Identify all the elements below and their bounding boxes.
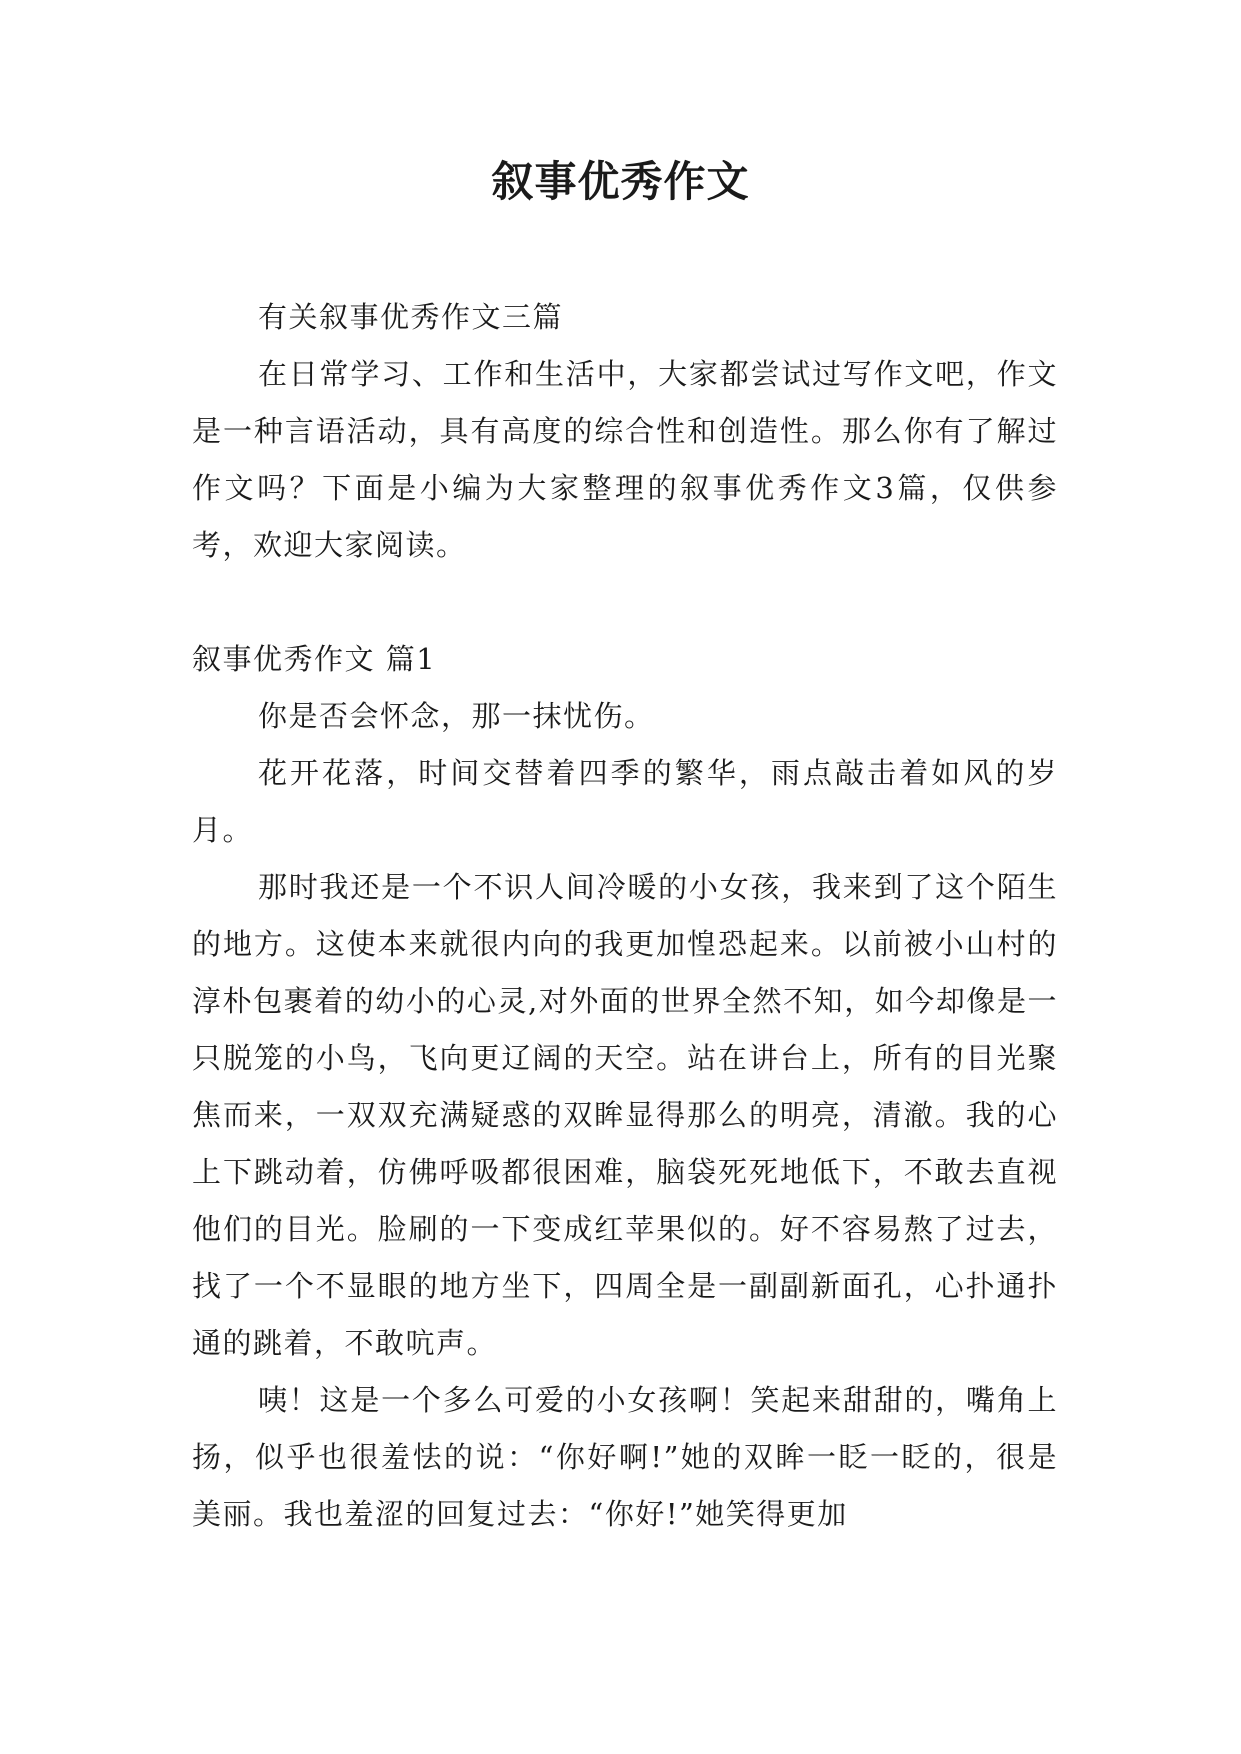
subtitle: 有关叙事优秀作文三篇 <box>258 300 564 334</box>
section-heading: 叙事优秀作文 篇1 <box>192 642 437 676</box>
body-paragraph: 花开花落，时间交替着四季的繁华，雨点敲击着如风的岁月。 <box>192 756 1058 847</box>
body-paragraph: 你是否会怀念，那一抹忧伤。 <box>258 699 655 733</box>
intro-paragraph: 在日常学习、工作和生活中，大家都尝试过写作文吧，作文是一种言语活动，具有高度的综合性和创造性。那么你有了解过作文吗？下面是小编为大家整理的叙事优秀作文3篇，仅供参考，欢迎大家阅读。 <box>192 357 1058 562</box>
document-body <box>192 289 1058 1543</box>
body-paragraph: 咦！这是一个多么可爱的小女孩啊！笑起来甜甜的，嘴角上扬，似乎也很羞怯的说：“你好啊!”她的双眸一眨一眨的，很是美丽。我也羞涩的回复过去：“你好!”她笑得更加 <box>192 1383 1058 1531</box>
document-title: 叙事优秀作文 <box>491 157 750 206</box>
body-paragraph: 那时我还是一个不识人间冷暖的小女孩，我来到了这个陌生的地方。这使本来就很内向的我更加惶恐起来。以前被小山村的淳朴包裹着的幼小的心灵,对外面的世界全然不知，如今却像是一只脱笼的小鸟，飞向更辽阔的天空。站在讲台上，所有的目光聚焦而来，一双双充满疑惑的双眸显得那么的明亮，清澈。我的心上下跳动着，仿佛呼吸都很困难，脑袋死死地低下，不敢去直视他们的目光。脸刷的一下变成红苹果似的。好不容易熬了过去，找了一个不显眼的地方坐下，四周全是一副副新面孔，心扑通扑通的跳着，不敢吭声。 <box>192 870 1058 1360</box>
section-spacer <box>192 574 1058 631</box>
